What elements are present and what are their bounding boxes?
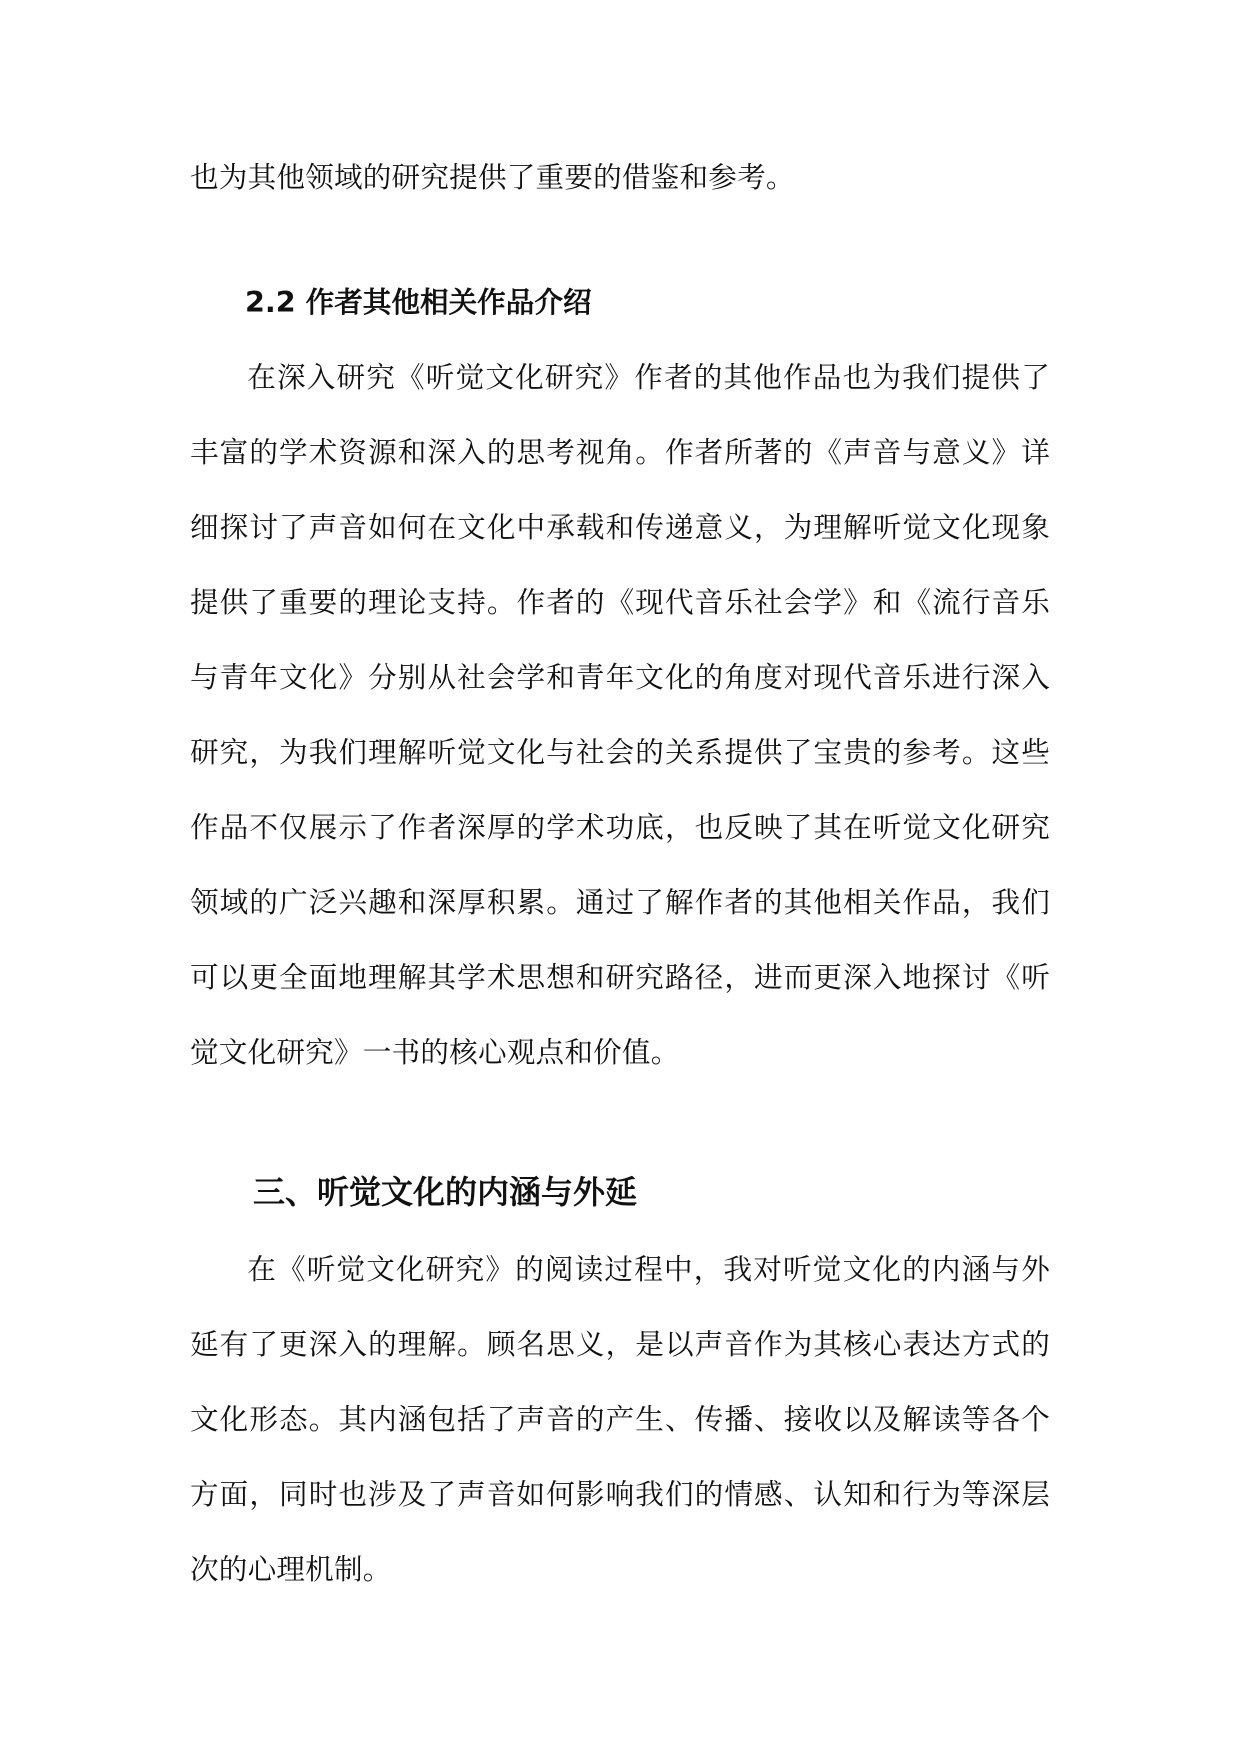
- chapter-3-paragraph: 在《听觉文化研究》的阅读过程中，我对听觉文化的内涵与外延有了更深入的理解。顾名思义，是以声音作为其核心表达方式的文化形态。其内涵包括了声音的产生、传播、接收以及解读等各个方面，同时也涉及了声音如何影响我们的情感、认知和行为等深层次的心理机制。: [190, 1252, 1050, 1586]
- continued-paragraph: 也为其他领域的研究提供了重要的借鉴和参考。: [190, 160, 795, 194]
- section-2-2-paragraph: 在深入研究《听觉文化研究》作者的其他作品也为我们提供了丰富的学术资源和深入的思考视角。作者所著的《声音与意义》详细探讨了声音如何在文化中承载和传递意义，为理解听觉文化现象提供了重要的理论支持。作者的《现代音乐社会学》和《流行音乐与青年文化》分别从社会学和青年文化的角度对现代音乐进行深入研究，为我们理解听觉文化与社会的关系提供了宝贵的参考。这些作品不仅展示了作者深厚的学术功底，也反映了其在听觉文化研究领域的广泛兴趣和深厚积累。通过了解作者的其他相关作品，我们可以更全面地理解其学术思想和研究路径，进而更深入地探讨《听觉文化研究》一书的核心观点和价值。: [190, 360, 1050, 1069]
- chapter-heading-3: 三、听觉文化的内涵与外延: [253, 1173, 638, 1211]
- document-body: [190, 140, 1050, 1607]
- section-heading-2-2: 2.2 作者其他相关作品介绍: [245, 285, 592, 319]
